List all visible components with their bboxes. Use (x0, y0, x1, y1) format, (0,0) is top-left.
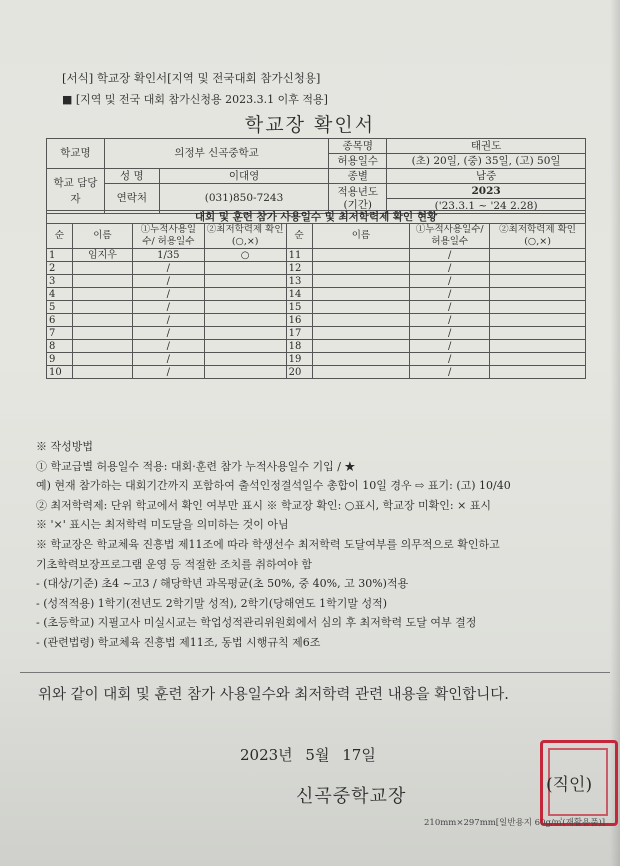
table-row (47, 249, 586, 262)
table-row (47, 262, 586, 275)
row-name (312, 353, 410, 366)
note-line: - (초등학교) 지필고사 미실시교는 학업성적관리위원회에서 심의 후 최저학력 도달 여부 결정 (36, 616, 477, 630)
row-min-check (204, 262, 286, 275)
row-min-check (204, 301, 286, 314)
row-days: / (132, 301, 204, 314)
divider (20, 672, 610, 673)
table-row (47, 366, 586, 379)
row-number: 13 (286, 275, 312, 288)
row-name (312, 327, 410, 340)
period-value: ('23.3.1 ~ '24 2.28) (387, 199, 586, 214)
row-name (72, 314, 132, 327)
row-days: / (410, 262, 490, 275)
row-number: 11 (286, 249, 312, 262)
school-value: 의정부 신곡중학교 (104, 139, 328, 169)
col-header-name: 이름 (72, 224, 132, 249)
row-min-check (204, 327, 286, 340)
row-name (312, 301, 410, 314)
row-number: 2 (47, 262, 73, 275)
status-table (46, 210, 586, 379)
row-number: 8 (47, 340, 73, 353)
name-value: 이대영 (159, 169, 329, 184)
note-line: 기초학력보장프로그램 운영 등 적절한 조치를 취하여야 함 (36, 557, 313, 571)
school-label: 학교명 (47, 139, 105, 169)
row-min-check (490, 262, 586, 275)
row-number: 14 (286, 288, 312, 301)
year-label: 적용년도 (기간) (329, 184, 387, 214)
row-name: 임지우 (72, 249, 132, 262)
row-number: 12 (286, 262, 312, 275)
issue-date: 2023년 5월 17일 (240, 746, 376, 764)
row-min-check (490, 314, 586, 327)
table-row (47, 353, 586, 366)
form-subheader: ■ [지역 및 전국 대회 참가신청용 2023.3.1 이후 적용] (62, 93, 328, 106)
row-min-check (204, 366, 286, 379)
row-number: 4 (47, 288, 73, 301)
row-days: / (410, 301, 490, 314)
row-days: / (132, 262, 204, 275)
row-number: 6 (47, 314, 73, 327)
contact-label: 연락처 (104, 184, 159, 214)
row-name (72, 327, 132, 340)
row-min-check (490, 340, 586, 353)
note-line: ② 최저학력제: 단위 학교에서 확인 여부만 표시 ※ 학교장 확인: ○표시, 학교장 미확인: × 표시 (36, 498, 492, 512)
info-table (46, 138, 586, 214)
document-title: 학교장 확인서 (244, 114, 376, 136)
note-line: ※ '×' 표시는 최저학력 미도달을 의미하는 것이 아님 (36, 518, 289, 532)
row-name (72, 275, 132, 288)
row-days: / (410, 314, 490, 327)
row-name (312, 340, 410, 353)
note-line: - (성적적용) 1학기(전년도 2학기말 성적), 2학기(당해연도 1학기말 성적) (36, 596, 388, 610)
sport-label: 종목명 (329, 139, 387, 154)
row-number: 7 (47, 327, 73, 340)
row-days: / (132, 314, 204, 327)
row-days: / (410, 366, 490, 379)
contact-value: (031)850-7243 (159, 184, 329, 214)
note-line: ① 학교급별 허용일수 적용: 대회·훈련 참가 누적사용일수 기입 / ★ (36, 459, 356, 473)
row-days: / (410, 275, 490, 288)
row-number: 5 (47, 301, 73, 314)
row-name (312, 249, 410, 262)
note-line: 예) 현재 참가하는 대회기간까지 포함하여 출석인정결석일수 총합이 10일 경우 ⇨ 표기: (고) 10/40 (36, 479, 511, 493)
row-name (312, 366, 410, 379)
row-min-check (490, 353, 586, 366)
name-label: 성 명 (104, 169, 159, 184)
row-min-check (204, 353, 286, 366)
row-days: / (410, 249, 490, 262)
table-row (47, 340, 586, 353)
seal-label: (직인) (546, 775, 593, 795)
row-days: / (132, 288, 204, 301)
year-value: 2023 (387, 184, 586, 199)
row-number: 16 (286, 314, 312, 327)
row-name (72, 366, 132, 379)
category-value: 남중 (387, 169, 586, 184)
allowed-days-value: (초) 20일, (중) 35일, (고) 50일 (387, 154, 586, 169)
table-row (47, 288, 586, 301)
sport-value: 태권도 (387, 139, 586, 154)
row-min-check (204, 340, 286, 353)
paper-spec: 210mm×297mm[일반용지 60g/㎡(재활용품)] (424, 818, 606, 828)
row-min-check (490, 275, 586, 288)
row-days: / (132, 275, 204, 288)
row-min-check (204, 275, 286, 288)
row-min-check (490, 327, 586, 340)
table-row (47, 301, 586, 314)
allowed-days-label: 허용일수 (329, 154, 387, 169)
row-days: / (132, 366, 204, 379)
row-min-check (204, 288, 286, 301)
row-name (72, 262, 132, 275)
category-label: 종별 (329, 169, 387, 184)
row-days: / (132, 340, 204, 353)
row-number: 1 (47, 249, 73, 262)
note-line: - (관련법령) 학교체육 진흥법 제11조, 동법 시행규칙 제6조 (36, 635, 321, 649)
col-header-min: ②최저학력제 확인(○,×) (204, 224, 286, 249)
row-name (72, 288, 132, 301)
col-header-days: ①누적사용일수/ 허용일수 (132, 224, 204, 249)
row-days: / (410, 353, 490, 366)
row-days: / (132, 353, 204, 366)
principal-name: 신곡중학교장 (296, 786, 407, 807)
row-number: 19 (286, 353, 312, 366)
row-name (72, 301, 132, 314)
row-days: / (410, 288, 490, 301)
row-name (312, 288, 410, 301)
row-min-check (490, 366, 586, 379)
table-row (47, 327, 586, 340)
row-name (72, 353, 132, 366)
row-min-check (490, 301, 586, 314)
row-number: 9 (47, 353, 73, 366)
row-name (72, 340, 132, 353)
col-header-no: 순 (286, 224, 312, 249)
row-min-check (490, 288, 586, 301)
table-caption: 대회 및 훈련 참가 사용일수 및 최저학력제 확인 현황 (47, 211, 586, 224)
row-number: 3 (47, 275, 73, 288)
row-number: 17 (286, 327, 312, 340)
row-name (312, 262, 410, 275)
row-number: 10 (47, 366, 73, 379)
col-header-no: 순 (47, 224, 73, 249)
row-days: / (410, 327, 490, 340)
row-min-check (204, 314, 286, 327)
row-name (312, 275, 410, 288)
row-days: 1/35 (132, 249, 204, 262)
form-header: [서식] 학교장 확인서[지역 및 전국대회 참가신청용] (62, 71, 321, 85)
staff-label: 학교 담당자 (47, 169, 105, 214)
confirmation-text: 위와 같이 대회 및 훈련 참가 사용일수와 최저학력 관련 내용을 확인합니다. (38, 687, 509, 703)
instructions (36, 437, 511, 653)
table-row (47, 314, 586, 327)
row-number: 18 (286, 340, 312, 353)
row-days: / (410, 340, 490, 353)
row-days: / (132, 327, 204, 340)
row-min-check: ○ (204, 249, 286, 262)
col-header-min: ②최저학력제 확인(○,×) (490, 224, 586, 249)
row-number: 15 (286, 301, 312, 314)
row-number: 20 (286, 366, 312, 379)
note-line: ※ 작성방법 (36, 440, 94, 453)
table-row (47, 275, 586, 288)
col-header-name: 이름 (312, 224, 410, 249)
row-name (312, 314, 410, 327)
note-line: ※ 학교장은 학교체육 진흥법 제11조에 따라 학생선수 최저학력 도달여부를 의무적으로 확인하고 (36, 537, 500, 551)
note-line: - (대상/기준) 초4 ~고3 / 해당학년 과목평균(초 50%, 중 40%, 고 30%)적용 (36, 577, 409, 591)
col-header-days: ①누적사용일수/ 허용일수 (410, 224, 490, 249)
row-min-check (490, 249, 586, 262)
